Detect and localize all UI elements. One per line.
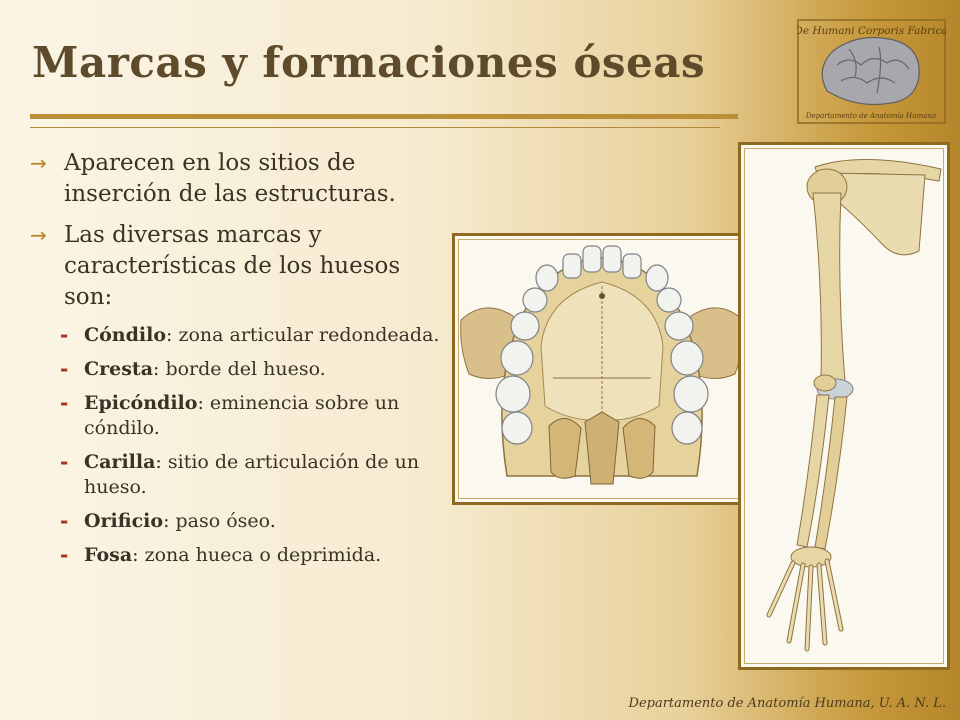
- arm-skeleton-illustration: [741, 145, 947, 667]
- logo-motto: De Humani Corporis Fabrica: [797, 25, 946, 37]
- term-label: Epicóndilo: [84, 392, 198, 414]
- term-description: : zona articular redondeada.: [166, 324, 440, 346]
- dash-bullet-icon: -: [60, 323, 69, 347]
- term-description: : borde del hueso.: [153, 358, 326, 380]
- dash-bullet-icon: -: [60, 391, 69, 415]
- dash-bullet-icon: -: [60, 543, 69, 567]
- skull-palate-image: [452, 233, 752, 505]
- sub-item-fosa: [60, 543, 442, 568]
- title-rule-thick: [30, 114, 738, 119]
- arrow-bullet-icon: →: [30, 151, 47, 175]
- term-label: Orificio: [84, 510, 164, 532]
- dash-bullet-icon: -: [60, 509, 69, 533]
- skull-palate-illustration: [455, 236, 749, 502]
- term-description: : sitio de articulación de un hueso.: [84, 451, 420, 498]
- sub-item-epicondilo: [60, 391, 442, 441]
- brain-logo-icon: [797, 19, 946, 124]
- term-label: Fosa: [84, 544, 133, 566]
- term-label: Cóndilo: [84, 324, 167, 346]
- bullet-item-insertion: [30, 148, 442, 210]
- sub-item-carilla: [60, 450, 442, 500]
- sub-item-cresta: [60, 357, 442, 382]
- sub-item-condilo: [60, 323, 442, 348]
- dash-bullet-icon: -: [60, 450, 69, 474]
- bullet-text: Aparecen en los sitios de inserción de las estructuras.: [64, 150, 396, 207]
- slide-title: Marcas y formaciones óseas: [32, 38, 706, 87]
- bullet-item-features: [30, 220, 442, 568]
- bullet-list: [30, 148, 442, 578]
- dash-bullet-icon: -: [60, 357, 69, 381]
- term-label: Carilla: [84, 451, 156, 473]
- term-description: : eminencia sobre un cóndilo.: [84, 392, 400, 439]
- sub-item-orificio: [60, 509, 442, 534]
- arm-skeleton-image: [738, 142, 950, 670]
- term-label: Cresta: [84, 358, 154, 380]
- sub-bullet-list: [60, 323, 442, 568]
- term-description: : paso óseo.: [163, 510, 276, 532]
- title-rule-thin: [30, 127, 720, 128]
- logo-subtitle: Departamento de Anatomía Humana: [805, 112, 937, 120]
- department-logo: [797, 19, 946, 124]
- term-description: : zona hueca o deprimida.: [132, 544, 382, 566]
- arrow-bullet-icon: →: [30, 223, 47, 247]
- bullet-text: Las diversas marcas y características de los huesos son:: [64, 222, 401, 310]
- slide-footer: Departamento de Anatomía Humana, U. A. N. L.: [628, 696, 946, 711]
